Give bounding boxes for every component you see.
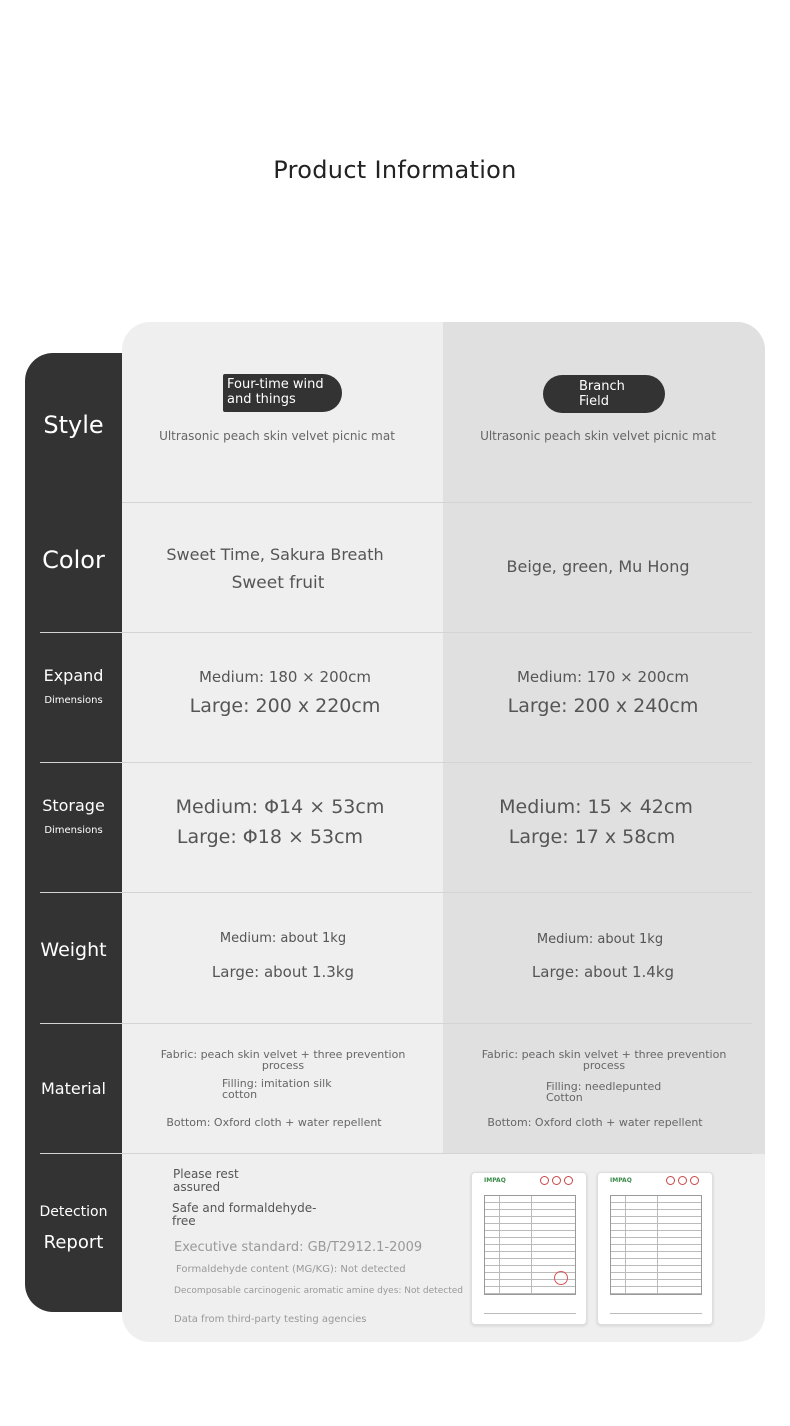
label-detection-report: Detection Report: [39, 1204, 108, 1253]
weight-right-large: Large: about 1.4kg: [531, 963, 675, 981]
detection-amine: Decomposable carcinogenic aromatic amine dyes: Not detected: [174, 1286, 463, 1296]
material-right-filling: Filling: needlepunted Cotton: [546, 1080, 662, 1104]
expand-right-medium: Medium: 170 × 200cm: [516, 668, 690, 686]
style-tag-left: Four-time wind and things: [223, 374, 342, 412]
row-divider: [40, 762, 752, 763]
row-divider: [40, 892, 752, 893]
detection-formaldehyde: Formaldehyde content (MG/KG): Not detected: [176, 1264, 406, 1275]
color-right: Beige, green, Mu Hong: [506, 557, 690, 576]
row-divider: [122, 502, 752, 503]
detection-safe: Safe and formaldehyde- free: [172, 1201, 317, 1228]
weight-right-medium: Medium: about 1kg: [536, 932, 664, 947]
row-divider: [40, 1023, 752, 1024]
test-report-image: IMPAQ: [471, 1172, 587, 1325]
label-storage-dimensions: Storage Dimensions: [42, 796, 105, 836]
right-column-bg: [443, 322, 765, 1154]
label-color: Color: [42, 546, 105, 574]
label-style: Style: [43, 411, 104, 439]
storage-left-large: Large: Φ18 × 53cm: [176, 826, 364, 848]
style-desc-right: Ultrasonic peach skin velvet picnic mat: [480, 429, 716, 443]
style-desc-left: Ultrasonic peach skin velvet picnic mat: [159, 429, 395, 443]
page-title: Product Information: [273, 156, 517, 184]
label-expand-dimensions: Expand Dimensions: [43, 666, 104, 706]
expand-right-large: Large: 200 x 240cm: [507, 695, 699, 717]
label-material: Material: [41, 1079, 106, 1098]
row-divider: [40, 1153, 752, 1154]
storage-left-medium: Medium: Φ14 × 53cm: [175, 796, 385, 818]
detection-source: Data from third-party testing agencies: [174, 1314, 367, 1325]
material-left-bottom: Bottom: Oxford cloth + water repellent: [166, 1116, 382, 1129]
expand-left-large: Large: 200 x 220cm: [189, 695, 381, 717]
material-right-bottom: Bottom: Oxford cloth + water repellent: [487, 1116, 703, 1129]
detection-standard: Executive standard: GB/T2912.1-2009: [174, 1240, 423, 1255]
storage-right-medium: Medium: 15 × 42cm: [499, 796, 693, 818]
detection-rest: Please rest assured: [173, 1167, 239, 1194]
material-right-fabric: Fabric: peach skin velvet + three prevention process: [481, 1048, 727, 1072]
storage-right-large: Large: 17 x 58cm: [508, 826, 676, 848]
label-weight: Weight: [40, 939, 107, 961]
material-left-fabric: Fabric: peach skin velvet + three prevention process: [160, 1048, 406, 1072]
weight-left-large: Large: about 1.3kg: [211, 963, 355, 981]
weight-left-medium: Medium: about 1kg: [219, 931, 347, 946]
test-report-image: IMPAQ: [597, 1172, 713, 1325]
row-divider: [40, 632, 752, 633]
expand-left-medium: Medium: 180 × 200cm: [198, 668, 372, 686]
material-left-filling: Filling: imitation silk cotton: [222, 1077, 332, 1101]
color-left-line1: Sweet Time, Sakura Breath: [166, 545, 384, 564]
style-tag-right: Branch Field: [543, 375, 665, 413]
color-left-line2: Sweet fruit: [231, 573, 325, 593]
